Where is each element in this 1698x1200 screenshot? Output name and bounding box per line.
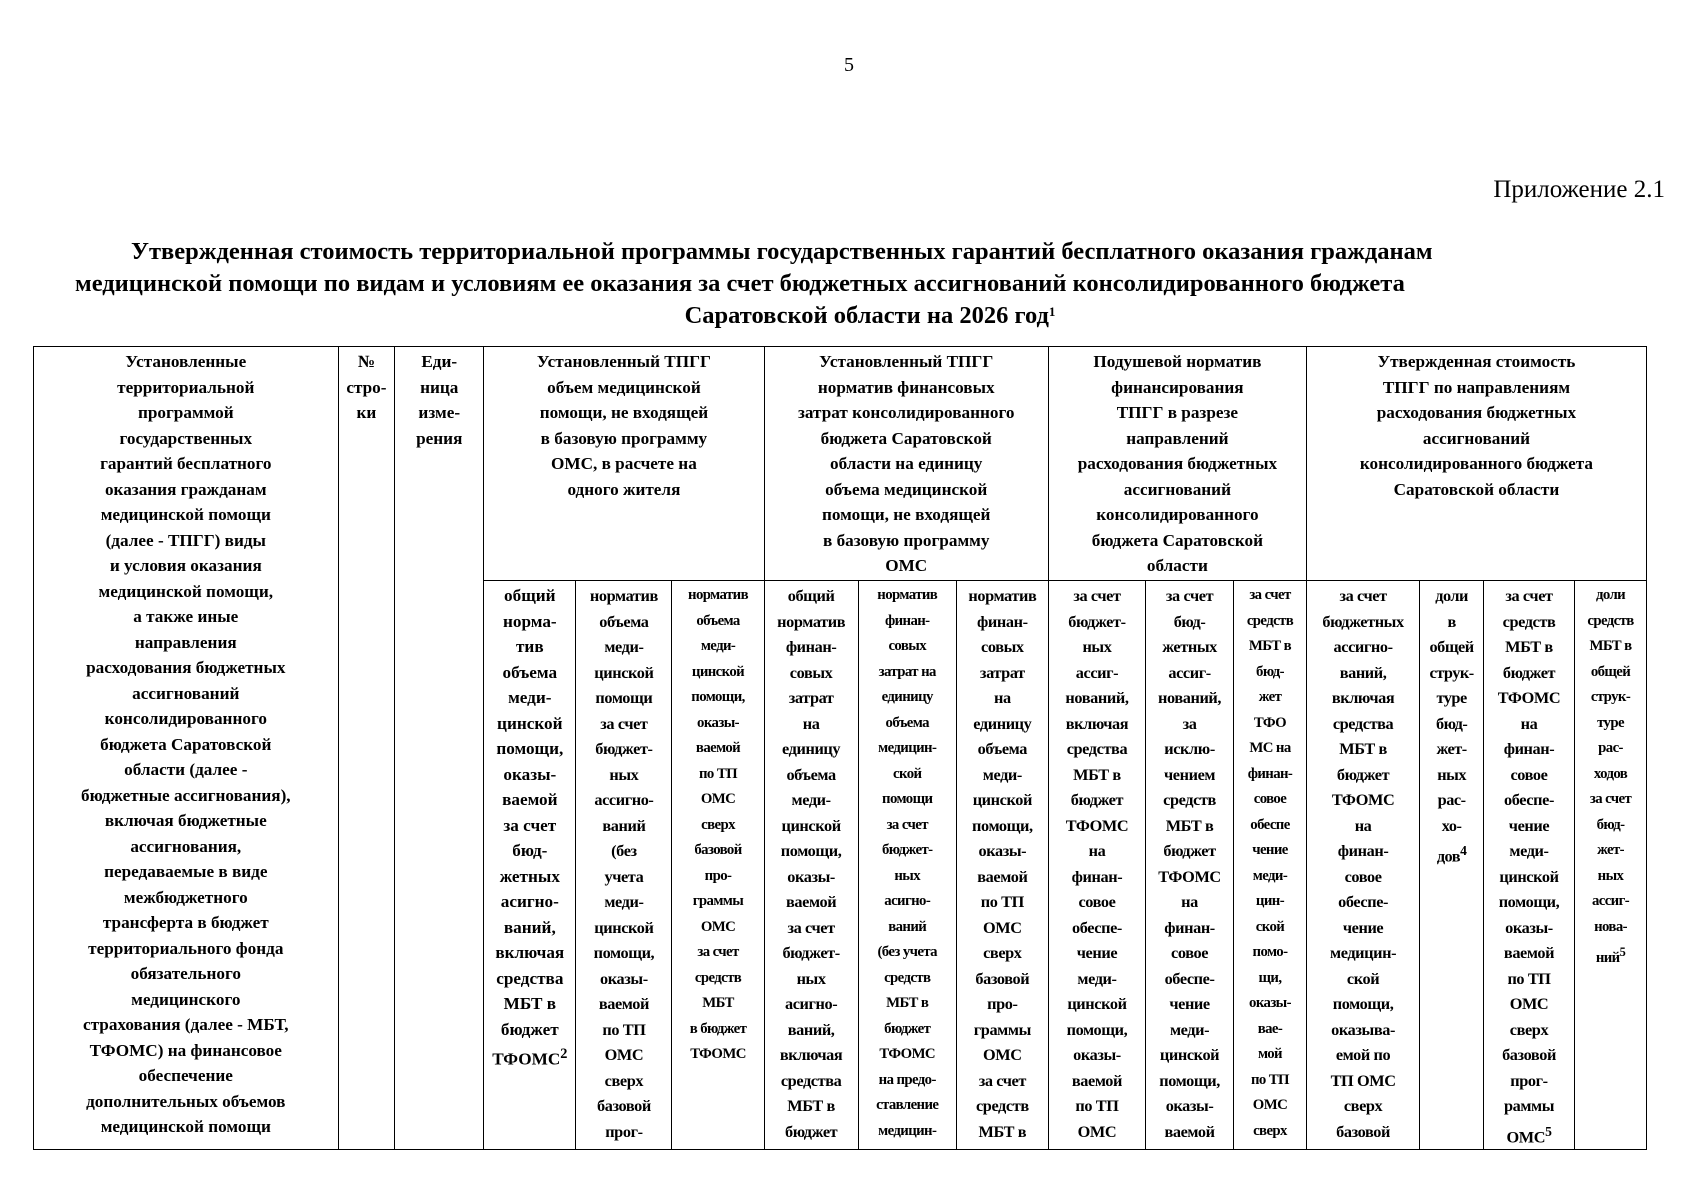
subheader-total-volume xyxy=(484,581,576,1150)
page-number: 5 xyxy=(844,54,854,76)
subheader-share-mbt xyxy=(1575,581,1647,1150)
header-unit: Еди- ница изме- рения xyxy=(395,347,484,1150)
title-line-1: Утвержденная стоимость территориальной программы государственных гарантий бесплатного оказания гражданам xyxy=(131,238,1433,265)
header-group-per-capita: Подушевой норматив финансирования ТПГГ в разрезе направлений расходования бюджетных ассигнований консолидированного бюджета Саратовской области xyxy=(1048,347,1306,581)
subheader-text: за счет средств МБТ в бюджет ТФОМС на финан- совое обеспе- чение меди- цинской помощи, оказы- ваемой по ТП ОМС сверх базовой прог- раммы ОМС xyxy=(1497,586,1561,1146)
subheader-volume-mbt: норматив объема меди- цинской помощи, оказы- ваемой по ТП ОМС сверх базовой про- граммы ОМС за счет средств МБТ в бюджет ТФОМС xyxy=(672,581,764,1150)
title-line-3-text: Саратовской области на 2026 год xyxy=(684,302,1049,329)
subheader-per-capita-budget-excl-mbt: за счет бюд- жетных ассиг- нований, за исклю- чением средств МБТ в бюджет ТФОМС на финан- совое обеспе- чение меди- цинской помощи, оказы- ваемой xyxy=(1146,581,1234,1150)
footnote-mark: 5 xyxy=(1545,1123,1552,1139)
header-row-number: № стро- ки xyxy=(338,347,395,1150)
subheader-volume-budget: норматив объема меди- цинской помощи за счет бюджет- ных ассигно- ваний (без учета меди- цинской помощи, оказы- ваемой по ТП ОМС сверх базовой прог- xyxy=(576,581,672,1150)
subheader-cost-mbt: норматив финан- совых затрат на единицу объема меди- цинской помощи, оказы- ваемой по ТП ОМС сверх базовой про- граммы ОМС за счет средств МБТ в xyxy=(956,581,1048,1150)
header-main-category: Установленные территориальной программой государственных гарантий бесплатного оказания гражданам медицинской помощи (далее - ТПГГ) виды и условия оказания медицинской помощи, а также иные направления расходования бюджетных ассигнований консолидированного бюджета Саратовской области (далее - бюджетные ассигнования), включая бюджетные ассигнования, передаваемые в виде межбюджетного трансферта в бюджет территориального фонда обязательного медицинского страхования (далее - МБТ, ТФОМС) на финансовое обеспечение дополнительных объемов медицинской помощи xyxy=(34,347,339,1150)
document-title xyxy=(75,236,1665,332)
header-group-volume: Установленный ТПГГ объем медицинской помощи, не входящей в базовую программу ОМС, в расчете на одного жителя xyxy=(484,347,764,581)
subheader-total-cost: общий норматив финан- совых затрат на единицу объема меди- цинской помощи, оказы- ваемой за счет бюджет- ных асигно- ваний, включая средства МБТ в бюджет xyxy=(764,581,858,1150)
footnote-mark: 2 xyxy=(560,1046,568,1062)
title-footnote-mark: 1 xyxy=(1048,304,1056,319)
header-group-approved-cost: Утвержденная стоимость ТПГГ по направлениям расходования бюджетных ассигнований консолидированного бюджета Саратовской области xyxy=(1306,347,1646,581)
cost-table xyxy=(33,346,1647,1150)
title-line-3 xyxy=(75,300,1665,332)
title-line-2: медицинской помощи по видам и условиям ее оказания за счет бюджетных ассигнований консолидированного бюджета xyxy=(75,270,1405,297)
subheader-approved-budget: за счет бюджетных ассигно- ваний, включая средства МБТ в бюджет ТФОМС на финан- совое обеспе- чение медицин- ской помощи, оказыва- емой по ТП ОМС сверх базовой xyxy=(1306,581,1419,1150)
subheader-cost-budget: норматив финан- совых затрат на единицу объема медицин- ской помощи за счет бюджет- ных асигно- ваний (без учета средств МБТ в бюджет ТФОМС на предо- ставление медицин- xyxy=(858,581,956,1150)
footnote-mark: 4 xyxy=(1460,843,1467,858)
subheader-approved-mbt xyxy=(1483,581,1574,1150)
appendix-label: Приложение 2.1 xyxy=(1493,176,1665,203)
footnote-mark: 5 xyxy=(1619,945,1626,959)
subheader-text: общий норма- тив объема меди- цинской помощи, оказы- ваемой за счет бюд- жетных асигно- ваний, включая средства МБТ в бюджет ТФОМС xyxy=(492,586,565,1069)
header-group-cost-standard: Установленный ТПГГ норматив финансовых затрат консолидированного бюджета Саратовской области на единицу объема медицинской помощи, не входящей в базовую программу ОМС xyxy=(764,347,1048,581)
subheader-share-budget xyxy=(1420,581,1484,1150)
subheader-text: доли в общей струк- туре бюд- жет- ных рас- хо- дов xyxy=(1429,586,1474,866)
subheader-per-capita-budget-incl-mbt: за счет бюджет- ных ассиг- нований, включая средства МБТ в бюджет ТФОМС на финан- совое обеспе- чение меди- цинской помощи, оказы- ваемой по ТП ОМС xyxy=(1048,581,1145,1150)
subheader-per-capita-mbt: за счет средств МБТ в бюд- жет ТФО МС на финан- совое обеспе чение меди- цин- ской помо- щи, оказы- вае- мой по ТП ОМС сверх xyxy=(1234,581,1307,1150)
subheader-text: доли средств МБТ в общей струк- туре рас- ходов за счет бюд- жет- ных ассиг- нова- ний xyxy=(1587,587,1634,966)
